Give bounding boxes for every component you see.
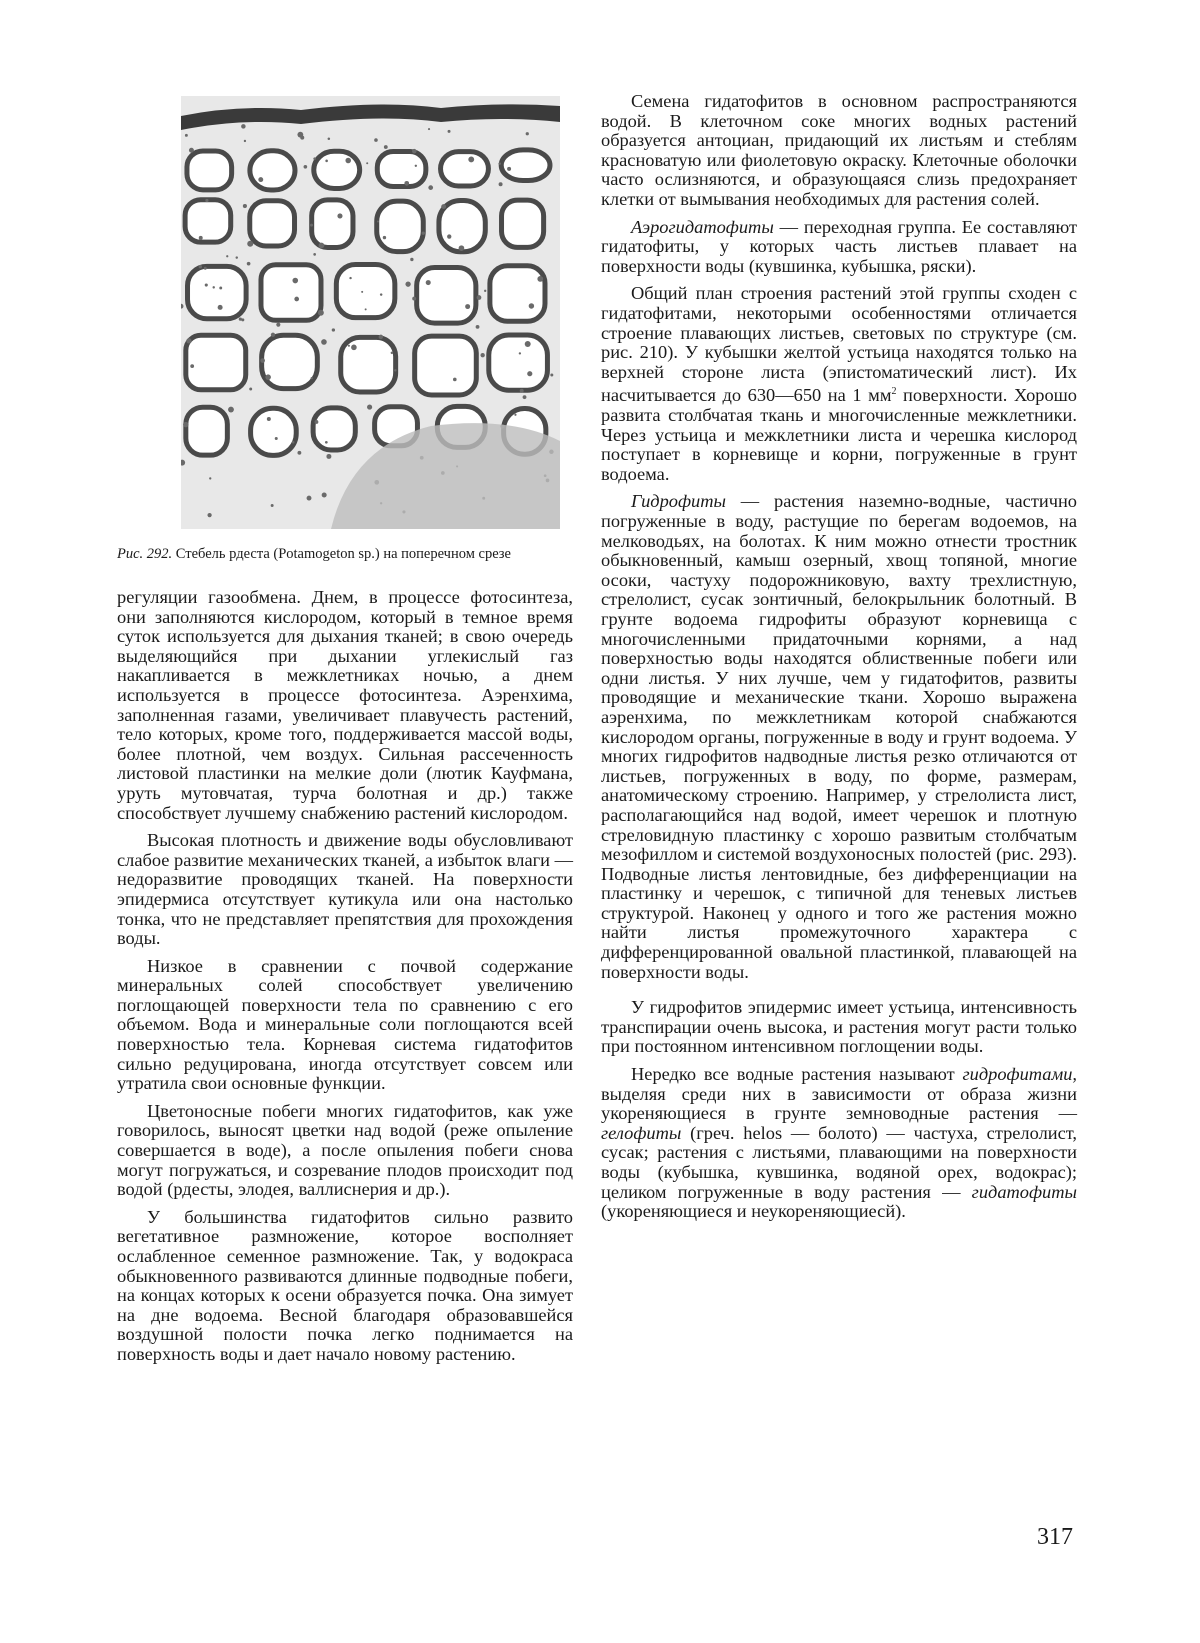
paragraph: Цветоносные побеги многих гидатофитов, как уже говорилось, выносят цветки над водой (реже опыление совершается в воде), а после опыления побеги снова могут погружаться, и созревание плодов происходит под водой (рдесты, элодея, валлиснерия и др.). xyxy=(117,1100,573,1200)
cell-dot xyxy=(349,277,351,279)
cell-dot xyxy=(311,377,313,379)
aerenchyma-cell xyxy=(490,266,545,321)
aerenchyma-cell xyxy=(417,268,476,324)
cell-dot xyxy=(241,124,245,128)
paragraph: У гидрофитов эпидермис имеет устьица, интенсивность транспирации очень высока, и растения могут расти только при постоянном интенсивном поглощении воды. xyxy=(601,997,1077,1057)
cell-dot xyxy=(480,353,484,357)
term: Гидрофиты xyxy=(631,491,726,512)
cell-dot xyxy=(404,181,409,186)
term: Аэрогидатофиты xyxy=(631,216,774,237)
paragraph: У большинства гидатофитов сильно развито вегетативное размножение, которое восполняет ослабленное семенное размножение. Так, у водокраса обыкновенного развиваются длинные подводные побеги, на концах которых к осени образуется почка. Она зимует на дне водоема. Весной благодаря образовавшейся воздушной полости почка легко поднимается на поверхность воды и дает начало новому растению. xyxy=(117,1206,573,1364)
cell-dot xyxy=(205,283,208,286)
cell-dot xyxy=(276,323,280,327)
cell-dot xyxy=(384,145,388,149)
aerenchyma-cell xyxy=(314,151,360,188)
cell-dot xyxy=(484,290,486,292)
paragraph: Нередко все водные растения называют гидрофитами, выделяя среди них в зависимости от образа жизни укореняющиеся в грунте земноводные растения — гелофиты (греч. helos — болото) — частуха, стрелолист, сусак; растения с листьями, плавающими на поверхности воды (кубышка, кувшинка, водяной орех, водокрас); целиком погруженные в воду растения — гидатофиты (укореняющиеся и неукореняющиесй). xyxy=(601,1064,1077,1222)
paragraph: Общий план строения растений этой группы сходен с гидатофитами, некоторыми особенностями отличается строение плавающих листьев, световых по структуре (см. рис. 210). У кубышки желтой устьица находятся только на верхней стороне листа (эпистоматический лист). Их насчитывается до 630—650 на 1 $мм^2$ поверхности. Хорошо развита столбчатая ткань и многочисленные межклетники. Через устьица и межклетники листа и черешка кислород поступает в корневище и корни, погруженные в грунт водоема. xyxy=(601,283,1078,484)
cell-dot xyxy=(244,140,246,142)
aerenchyma-cell xyxy=(185,200,231,242)
aerenchyma-cell xyxy=(262,335,318,388)
term: гелофиты xyxy=(601,1122,682,1143)
cell-dot xyxy=(537,276,543,282)
aerenchyma-cell xyxy=(441,152,489,186)
cell-dot xyxy=(190,364,194,368)
cell-dot xyxy=(379,335,383,339)
cell-dot xyxy=(199,236,203,240)
cell-dot xyxy=(348,345,350,347)
cell-dot xyxy=(219,287,222,290)
cell-dot xyxy=(226,255,228,257)
aerenchyma-cell xyxy=(439,201,485,252)
cell-dot xyxy=(185,134,188,137)
cell-dot xyxy=(307,496,312,501)
cell-dot xyxy=(351,345,357,351)
cell-dot xyxy=(447,234,451,238)
paragraph: регуляции газообмена. Днем, в процессе фотосинтеза, они заполняются кислородом, который в темное время суток используется для дыхания тканей; в свою очередь выделяющийся при дыхании углекислый газ накапливается в межклетниках ночью, а днем используется в процессе фотосинтеза. Аэренхима, заполненная газами, увеличивает плавучесть растений, тело которых, кроме того, поддерживается массой воды, более плотной, чем воздух. Сильная рассеченность листовой пластинки на мелкие доли (лютик Кауфмана, уруть мутовчатая, турча болотная и др.) также способствует лучшему снабжению растений кислородом. xyxy=(117,587,573,823)
cell-dot xyxy=(345,158,351,164)
term: гидрофитами, xyxy=(962,1064,1077,1085)
cell-dot xyxy=(297,451,301,455)
cell-dot xyxy=(275,437,278,440)
cell-dot xyxy=(300,136,304,140)
cell-dot xyxy=(314,420,318,424)
cell-dot xyxy=(337,213,342,218)
aerenchyma-cell xyxy=(377,201,424,251)
cell-dot xyxy=(267,417,271,421)
paragraph: Аэрогидатофиты — переходная группа. Ее составляют гидатофиты, у которых часть листьев плавает на поверхности воды (кувшинка, кубышка, ряски). xyxy=(601,216,1077,276)
aerenchyma-cell xyxy=(313,408,355,450)
aerenchyma-cell xyxy=(186,335,246,390)
page-number: 317 xyxy=(1037,1524,1073,1550)
cell-dot xyxy=(507,167,511,171)
cell-dot xyxy=(383,236,386,239)
cell-dot xyxy=(465,304,470,309)
aerenchyma-cell xyxy=(250,151,295,190)
cell-dot xyxy=(260,358,265,363)
cell-dot xyxy=(529,303,534,308)
cell-dot xyxy=(365,308,367,310)
cell-dot xyxy=(205,199,208,202)
aerenchyma-cell xyxy=(261,265,321,320)
superscript: 2 xyxy=(891,386,897,398)
figure-caption xyxy=(117,545,577,563)
cell-dot xyxy=(189,148,194,153)
cell-dot xyxy=(218,305,223,310)
cell-dot xyxy=(318,310,324,316)
cell-dot xyxy=(459,245,465,251)
cell-dot xyxy=(412,149,417,154)
cell-dot xyxy=(410,258,413,261)
cell-dot xyxy=(310,224,313,227)
cell-dot xyxy=(526,132,529,135)
right-column xyxy=(601,92,1077,1222)
cell-dot xyxy=(361,291,363,293)
cell-dot xyxy=(328,138,331,141)
cell-dot xyxy=(319,243,325,249)
paragraph: Семена гидатофитов в основном распространяются водой. В клеточном соке многих водных растений образуется антоциан, придающий их листьям и стеблям красноватую или фиолетовую окраску. Клеточные оболочки часто ослизняются, и образующаяся слизь предохраняет клетки от вымывания необходимых для растения солей. xyxy=(601,91,1077,209)
cell-dot xyxy=(236,256,238,258)
cell-dot xyxy=(228,407,234,413)
cell-dot xyxy=(313,157,316,160)
cell-dot xyxy=(391,352,393,354)
cell-dot xyxy=(453,378,457,382)
aerenchyma-cell xyxy=(251,408,297,455)
cell-dot xyxy=(199,265,202,268)
cell-dot xyxy=(292,441,295,444)
cell-dot xyxy=(292,278,298,284)
figure-illustration xyxy=(181,96,560,529)
cell-dot xyxy=(332,328,335,331)
cell-dot xyxy=(322,492,327,497)
cell-dot xyxy=(321,339,327,345)
cell-dot xyxy=(377,220,379,222)
cell-dot xyxy=(514,414,516,416)
cell-dot xyxy=(477,295,482,300)
paragraph: Высокая плотность и движение воды обусловливают слабое развитие механических тканей, а избыток влаги — недоразвитие проводящих тканей. На поверхности эпидермиса отсутствует кутикула или она настолько тонка, что не представляет препятствия для прохождения воды. xyxy=(117,830,573,949)
cell-dot xyxy=(426,280,431,285)
aerenchyma-cell xyxy=(489,335,548,390)
cell-dot xyxy=(207,513,211,517)
aerenchyma-cell xyxy=(415,336,477,395)
aerenchyma-cell xyxy=(502,200,544,247)
cell-dot xyxy=(380,293,382,295)
cell-dot xyxy=(441,204,446,209)
aerenchyma-cell xyxy=(250,201,295,246)
figure-caption-text: Стебель рдеста (Potamogeton sp.) на поперечном срезе xyxy=(175,546,511,562)
cell-dot xyxy=(519,352,521,354)
cell-dot xyxy=(499,182,503,186)
cell-dot xyxy=(209,477,211,479)
left-column xyxy=(117,588,573,1365)
cell-dot xyxy=(258,177,263,182)
cell-dot xyxy=(304,165,308,169)
cell-dot xyxy=(271,504,274,507)
cell-dot xyxy=(313,253,316,256)
cell-dot xyxy=(325,441,328,444)
cell-dot xyxy=(525,341,531,347)
cell-dot xyxy=(183,422,188,427)
cell-dot xyxy=(428,185,433,190)
cell-dot xyxy=(326,454,331,459)
cell-dot xyxy=(243,204,247,208)
cell-dot xyxy=(422,231,425,234)
term: гидатофиты xyxy=(971,1181,1077,1202)
cell-dot xyxy=(448,130,451,133)
cell-dot xyxy=(247,262,251,266)
aerenchyma-cell xyxy=(188,266,247,318)
cell-dot xyxy=(468,157,474,163)
aerenchyma-cell xyxy=(186,407,228,455)
cell-dot xyxy=(520,389,524,393)
cell-dot xyxy=(265,374,271,380)
cell-dot xyxy=(498,162,501,165)
cell-dot xyxy=(366,162,368,164)
cell-dot xyxy=(527,371,532,376)
cell-dot xyxy=(476,325,480,329)
cell-dot xyxy=(271,333,275,337)
cell-dot xyxy=(428,128,430,130)
cell-dot xyxy=(367,405,372,410)
cell-dot xyxy=(550,374,553,377)
aerenchyma-cell xyxy=(377,152,426,187)
figure-number: Рис. 292. xyxy=(117,546,173,562)
cell-dot xyxy=(523,395,527,399)
cell-dot xyxy=(412,297,416,301)
aerenchyma-cell xyxy=(501,150,550,181)
cell-dot xyxy=(186,338,191,343)
cell-dot xyxy=(294,297,299,302)
paragraph: Низкое в сравнении с почвой содержание минеральных солей способствует увеличению поглощающей поверхности тела по сравнению с его объемом. Вода и минеральные соли поглощаются всей поверхностью тела. Корневая система гидатофитов сильно редуцирована, иногда отсутствует совсем или утратила свои основные функции. xyxy=(117,955,573,1094)
aerenchyma-cell xyxy=(187,151,232,190)
paragraph: Гидрофиты — растения наземно-водные, частично погруженные в воду, растущие по берегам водоемов, на мелководьях, на болотах. К ним можно отнести тростник обыкновенный, камыш озерный, хвощ топяной, многие осоки, частуху подорожниковую, вахту трехлистную, стрелолист, сусак зонтичный, белокрыльник болотный. В грунте водоема гидрофиты образуют корневища с многочисленными придаточными корнями, а над поверхностью воды находятся облиственные побеги или одни листья. У них лучше, чем у гидатофитов, развиты проводящие и механические ткани. Хорошо выражена аэренхима, по межклетникам которой снабжаются кислородом органы, погруженные в воду и грунт водоема. У многих гидрофитов надводные листья резко отличаются от листьев, погруженных в воду, по форме, размерам, анатомическому строению. Например, у стрелолиста лист, располагающийся над водой, имеет черешок и плотную стреловидную пластинку с хорошо развитым столбчатым мезофиллом и системой воздухоносных полостей (рис. 293). Подводные листья лентовидные, без дифференциации на пластинку и черешок, с типичной для теневых листьев структурой. Наконец у одного и того же растения можно найти листья промежуточного характера с дифференцированной овальной пластинкой, плавающей на поверхности воды. xyxy=(601,491,1077,982)
cell-dot xyxy=(239,318,242,321)
cell-dot xyxy=(249,388,252,391)
cell-dot xyxy=(405,281,410,286)
cell-dot xyxy=(374,138,378,142)
cell-dot xyxy=(415,165,417,167)
figure-stem-cross-section xyxy=(181,96,560,529)
aerenchyma-cell xyxy=(312,200,353,248)
cell-dot xyxy=(247,241,253,247)
cell-dot xyxy=(213,286,215,288)
cell-dot xyxy=(204,267,207,270)
cell-dot xyxy=(394,369,396,371)
cell-dot xyxy=(325,160,328,163)
